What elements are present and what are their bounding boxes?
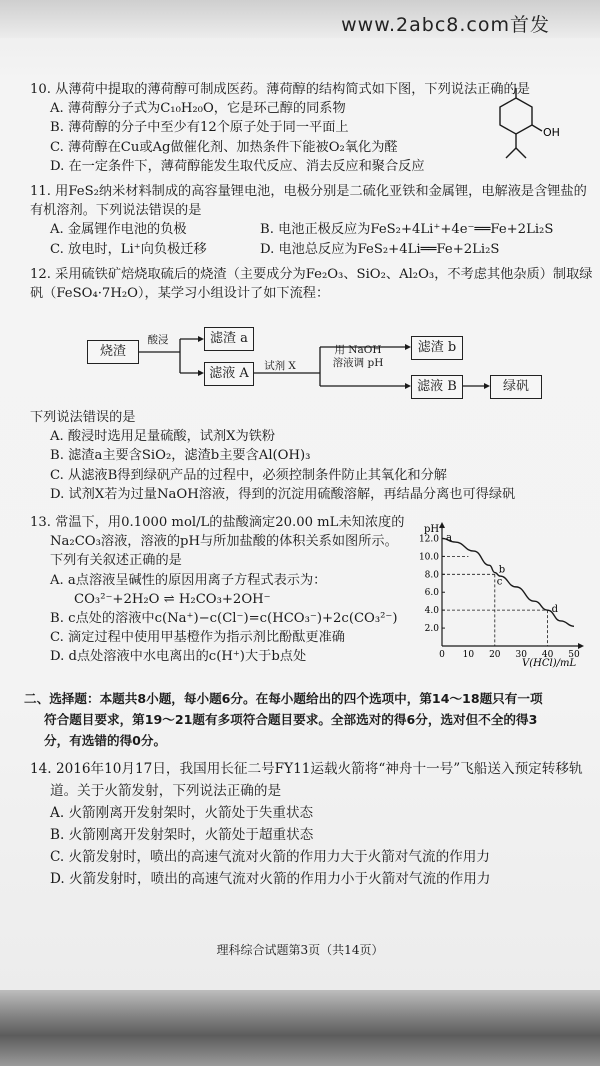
- box-lvzha-a: 滤渣 a: [204, 327, 254, 351]
- q10-option-c: C. 薄荷醇在Cu或Ag做催化剂、加热条件下能被O₂氧化为醛: [50, 139, 398, 155]
- q11-option-b: B. 电池正极反应为FeS₂+4Li⁺+4e⁻══Fe+2Li₂S: [260, 222, 554, 238]
- chart-ytick-label: 6.0: [424, 588, 439, 599]
- watermark: www.2abc8.com首发: [341, 14, 550, 36]
- q10-option-b: B. 薄荷醇的分子中至少有12个原子处于同一平面上: [50, 120, 349, 136]
- q14-option-a: A. 火箭刚离开发射架时，火箭处于失重状态: [50, 805, 314, 821]
- q13-stem-2: Na₂CO₃溶液，溶液的pH与所加盐酸的体积关系如图所示。: [50, 534, 398, 550]
- box-lvfan: 绿矾: [490, 375, 542, 399]
- question-14: [30, 758, 585, 890]
- q12-option-b: B. 滤渣a主要含SiO₂，滤渣b主要含Al(OH)₃: [50, 448, 311, 464]
- q13-option-d: D. d点处溶液中水电离出的c(H⁺)大于b点处: [50, 649, 307, 665]
- q14-option-c: C. 火箭发射时，喷出的高速气流对火箭的作用力大于火箭对气流的作用力: [50, 849, 490, 865]
- q13-option-a-1: A. a点溶液呈碱性的原因用离子方程式表示为：: [50, 572, 327, 588]
- q14-option-b: B. 火箭刚离开发射架时，火箭处于超重状态: [50, 827, 314, 843]
- chart-ytick-label: 8.0: [424, 570, 439, 581]
- q14-stem-1: 14. 2016年10月17日，我国用长征二号FY11运载火箭将“神舟十一号”飞船送入预定转移轨: [30, 761, 583, 777]
- chart-yticks: [419, 534, 445, 634]
- chart-xtick-label: 30: [515, 650, 527, 660]
- chart-xlabel: V(HCl)/mL: [522, 658, 577, 669]
- titration-chart: [408, 520, 588, 670]
- question-13: [30, 513, 410, 667]
- chart-x-arrow: [578, 643, 584, 649]
- chart-xtick-label: 50: [568, 650, 580, 660]
- chart-point-label-d: d: [551, 604, 559, 616]
- chart-y-arrow: [439, 522, 445, 528]
- q11-stem-2: 有机溶剂。下列说法错误的是: [30, 203, 202, 219]
- q11-option-c: C. 放电时，Li⁺向负极迁移: [50, 241, 207, 257]
- chart-point-label-a: a: [446, 532, 452, 544]
- question-12-options: [30, 408, 585, 504]
- section-2-instructions: [24, 688, 594, 751]
- q13-option-c: C. 滴定过程中使用甲基橙作为指示剂比酚酞更准确: [50, 630, 345, 646]
- chart-xtick-label: 10: [462, 650, 475, 660]
- q12-stem-2: 矾（FeSO₄·7H₂O），某学习小组设计了如下流程：: [30, 286, 330, 302]
- q12-stem-1: 12. 采用硫铁矿焙烧取硫后的烧渣（主要成分为Fe₂O₃、SiO₂、Al₂O₃，不考虑其他杂质）制取绿: [30, 267, 593, 282]
- label-naoh-2: 溶液调 pH: [332, 357, 384, 369]
- label-suanjin: 酸浸: [147, 334, 169, 346]
- q13-option-b: B. c点处的溶液中c(Na⁺)−c(Cl⁻)=c(HCO₃⁻)+2c(CO₃²⁻): [50, 610, 398, 626]
- chart-point-label-b: b: [498, 564, 506, 576]
- q13-option-a-2: CO₃²⁻+2H₂O ⇌ H₂CO₃+2OH⁻: [74, 591, 271, 607]
- section-2-line-3: 分，有选错的得0分。: [44, 733, 167, 748]
- chart-xtick-label: 20: [489, 650, 501, 660]
- box-lvzha-b: 滤渣 b: [411, 336, 463, 360]
- q14-option-d: D. 火箭发射时，喷出的高速气流对火箭的作用力小于火箭对气流的作用力: [50, 871, 491, 887]
- q13-stem-1: 13. 常温下，用0.1000 mol/L的盐酸滴定20.00 mL未知浓度的: [30, 515, 405, 530]
- chart-ylabel: pH: [424, 524, 440, 535]
- section-2-line-2: 符合题目要求，第19～21题有多项符合题目要求。全部选对的得6分，选对但不全的得3: [44, 712, 538, 727]
- q14-stem-2: 道。关于火箭发射，下列说法正确的是: [50, 783, 282, 799]
- q12-option-d: D. 试剂X若为过量NaOH溶液，得到的沉淀用硫酸溶解，再结晶分离也可得绿矾: [50, 486, 516, 502]
- chart-point-label-c: c: [496, 576, 503, 588]
- q13-stem-3: 下列有关叙述正确的是: [50, 553, 182, 569]
- q12-option-a: A. 酸浸时选用足量硫酸，试剂X为铁粉: [50, 429, 276, 445]
- q10-stem: 10. 从薄荷中提取的薄荷醇可制成医药。薄荷醇的结构简式如下图，下列说法正确的是: [30, 82, 530, 97]
- chart-ytick-label: 2.0: [424, 624, 439, 635]
- section-2-line-1: 二、选择题：本题共8小题，每小题6分。在每小题给出的四个选项中，第14～18题只有一项: [24, 691, 543, 706]
- q12-ask: 下列说法错误的是: [30, 410, 136, 425]
- q11-option-d: D. 电池总反应为FeS₂+4Li══Fe+2Li₂S: [260, 241, 500, 257]
- chart-ytick-label: 12.0: [418, 534, 439, 545]
- q10-option-d: D. 在一定条件下，薄荷醇能发生取代反应、消去反应和聚合反应: [50, 158, 425, 174]
- label-naoh-1: 用 NaOH: [334, 344, 382, 356]
- q11-option-a: A. 金属锂作电池的负极: [50, 222, 187, 238]
- bottom-scan-shadow: [0, 990, 600, 1066]
- chart-xtick-label: 0: [439, 650, 445, 660]
- box-lvye-a: 滤液 A: [204, 362, 254, 386]
- page-footer: 理科综合试题第3页（共14页）: [216, 943, 384, 957]
- chart-ytick-label: 4.0: [424, 606, 439, 617]
- q11-stem-1: 11. 用FeS₂纳米材料制成的高容量锂电池，电极分别是二硫化亚铁和金属锂，电解液是含锂盐的: [30, 184, 587, 199]
- q10-option-a: A. 薄荷醇分子式为C₁₀H₂₀O，它是环己醇的同系物: [50, 101, 346, 117]
- q12-option-c: C. 从滤液B得到绿矾产品的过程中，必须控制条件防止其氧化和分解: [50, 467, 447, 483]
- box-shaozha: 烧渣: [87, 340, 139, 364]
- chart-xtick-label: 40: [541, 650, 554, 660]
- label-shiji-x: 试剂 X: [264, 360, 296, 372]
- box-lvye-b: 滤液 B: [411, 375, 463, 399]
- oh-label: OH: [543, 126, 560, 139]
- chart-ytick-label: 10.0: [418, 552, 439, 563]
